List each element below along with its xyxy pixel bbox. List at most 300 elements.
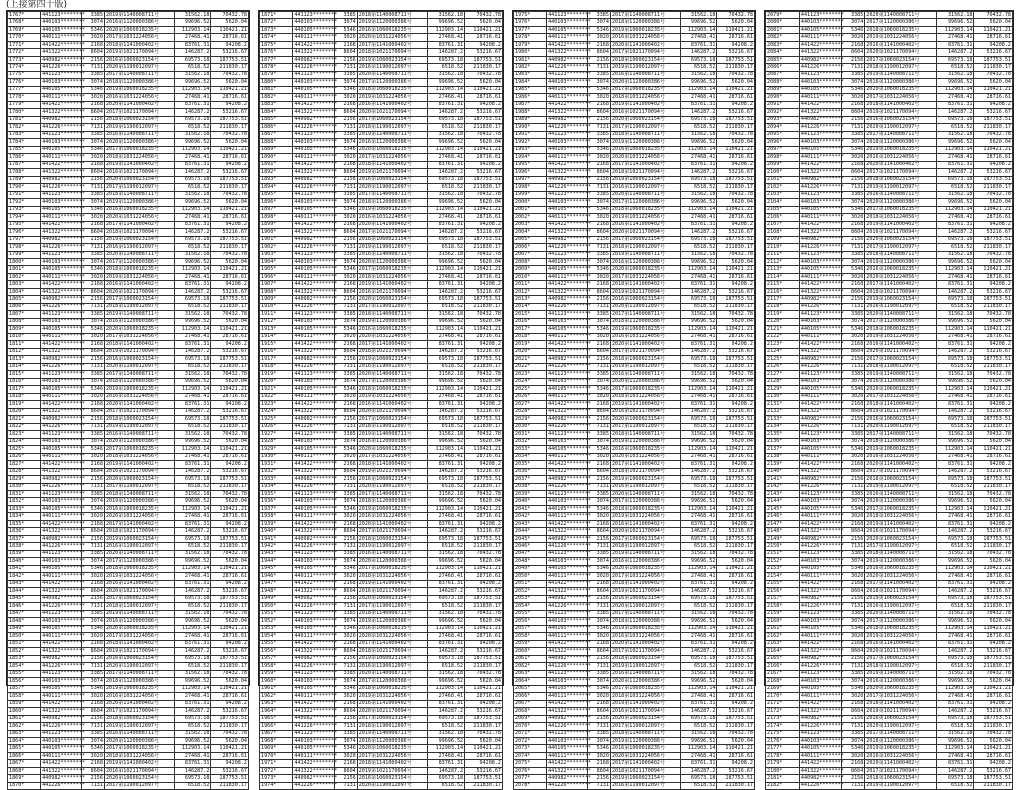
id-number: 440103********: [294, 378, 338, 385]
amount-2: 28716.61: [717, 633, 755, 640]
id-number: 441322********: [294, 49, 338, 56]
id-number: 440111********: [548, 453, 591, 460]
table-row: [514, 12, 755, 19]
certificate-number: 2017第1140008711号: [357, 191, 428, 198]
table-row: [514, 34, 755, 41]
amount-2: 5620.04: [211, 438, 249, 445]
row-id: 2040*: [514, 498, 547, 505]
amount-1: 83761.31: [428, 461, 465, 468]
id-number: 440103********: [800, 498, 844, 505]
table-row: [260, 348, 503, 355]
certificate-number: 2017第1140008711号: [610, 12, 680, 19]
row-id: 1822*: [8, 423, 41, 430]
row-id: 1927*: [260, 431, 293, 438]
row-id: 2092*: [766, 109, 800, 116]
row-id: 1823*: [8, 431, 41, 438]
certificate-number: 2016第1031224056号: [610, 333, 680, 340]
id-number: 441422********: [800, 700, 844, 707]
amount-2: 28716.61: [974, 453, 1013, 460]
row-id: 2150*: [766, 543, 800, 550]
code: 2156: [841, 116, 865, 123]
amount-2: 110421.21: [465, 505, 503, 512]
amount-2: 94208.2: [974, 520, 1013, 527]
id-number: 441123********: [42, 71, 85, 78]
table-row: [8, 535, 249, 542]
amount-2: 53216.67: [974, 528, 1013, 535]
amount-2: 28716.61: [717, 752, 755, 759]
amount-1: 27468.41: [681, 94, 717, 101]
code: 3020: [334, 752, 357, 759]
amount-2: 187753.51: [974, 116, 1013, 123]
row-id: 1894*: [260, 184, 293, 191]
id-number: 441422********: [294, 221, 338, 228]
id-number: 441422********: [294, 161, 338, 168]
row-id: 1820*: [8, 408, 41, 415]
code: 3020: [334, 573, 357, 580]
certificate-number: 2016第1140008711号: [104, 431, 174, 438]
id-number: 441123********: [548, 370, 591, 377]
row-id: 1848*: [8, 618, 41, 625]
amount-1: 69573.18: [175, 416, 211, 423]
certificate-number: 2017第1120000386号: [104, 258, 174, 265]
id-number: 440103********: [294, 498, 338, 505]
table-row: [514, 49, 755, 56]
certificate-number: 2018第1140008711号: [357, 12, 428, 19]
code: 3074: [81, 737, 104, 744]
amount-1: 69573.18: [175, 476, 211, 483]
table-row: [8, 333, 249, 340]
id-number: 441123********: [800, 610, 844, 617]
certificate-number: 2018第1060018235号: [610, 505, 680, 512]
amount-2: 94208.2: [211, 161, 249, 168]
row-id: 2008*: [514, 258, 547, 265]
id-number: 441226********: [548, 123, 591, 130]
id-number: 441322********: [42, 168, 85, 175]
row-id: 1876*: [260, 49, 293, 56]
certificate-number: 2019第1021170094号: [610, 588, 680, 595]
amount-1: 146287.2: [937, 49, 974, 56]
certificate-number: 2018第1141000402号: [610, 580, 680, 587]
row-id: 2036*: [514, 468, 547, 475]
amount-2: 70432.78: [465, 131, 503, 138]
certificate-number: 2020第1060023154号: [610, 715, 680, 722]
amount-1: 112903.14: [937, 565, 974, 572]
amount-1: 146287.2: [175, 348, 211, 355]
amount-1: 146287.2: [937, 288, 974, 295]
table-row: [514, 655, 755, 662]
id-number: 441226********: [42, 123, 85, 130]
certificate-number: 2020第1140008711号: [610, 191, 680, 198]
id-number: 441322********: [42, 647, 85, 654]
amount-2: 5620.04: [211, 678, 249, 685]
code: 3020: [334, 513, 357, 520]
code: 5346: [841, 505, 865, 512]
amount-1: 27468.41: [937, 453, 974, 460]
amount-1: 69573.18: [681, 595, 717, 602]
row-id: 1797*: [8, 236, 41, 243]
code: 7131: [334, 184, 357, 191]
code: 3074: [841, 378, 865, 385]
row-id: 2089*: [766, 86, 800, 93]
code: 3020: [587, 573, 610, 580]
id-number: 440103********: [548, 258, 591, 265]
row-id: 2004*: [514, 229, 547, 236]
amount-1: 99696.52: [681, 199, 717, 206]
table-row: [766, 685, 1013, 692]
code: 2156: [334, 775, 357, 782]
row-id: 1904*: [260, 258, 293, 265]
code: 2156: [587, 595, 610, 602]
amount-1: 31562.18: [428, 371, 465, 378]
amount-2: 211830.17: [465, 423, 503, 430]
amount-1: 112903.14: [681, 26, 717, 33]
id-number: 440111********: [548, 692, 591, 699]
row-id: 1983*: [514, 71, 547, 78]
id-number: 441226********: [548, 722, 591, 729]
table-row: [8, 528, 249, 535]
certificate-number: 2019第1060018235号: [865, 446, 937, 453]
amount-2: 28716.61: [211, 214, 249, 221]
certificate-number: 2016第1021170094号: [610, 109, 680, 116]
row-id: 1833*: [8, 505, 41, 512]
row-id: 2141*: [766, 476, 800, 483]
certificate-number: 2018第1060023154号: [357, 236, 428, 243]
code: 3020: [81, 333, 104, 340]
table-row: [260, 206, 503, 213]
code: 2156: [841, 476, 865, 483]
row-id: 2038*: [514, 483, 547, 490]
row-id: 2100*: [766, 169, 800, 176]
code: 3074: [841, 438, 865, 445]
certificate-number: 2017第1120000386号: [357, 79, 428, 86]
row-id: 2152*: [766, 558, 800, 565]
table-row: [260, 730, 503, 737]
code: 5346: [334, 505, 357, 512]
amount-1: 31562.18: [428, 491, 465, 498]
amount-2: 28716.61: [465, 693, 503, 700]
code: 2168: [841, 281, 865, 288]
amount-1: 69573.18: [937, 356, 974, 363]
amount-1: 146287.2: [175, 229, 211, 236]
id-number: 441322********: [548, 767, 591, 774]
table-row: [514, 251, 755, 258]
code: 8604: [587, 109, 610, 116]
code: 8604: [81, 767, 104, 774]
row-id: 1795*: [8, 221, 41, 228]
id-number: 440103********: [42, 737, 85, 744]
code: 8604: [334, 468, 357, 475]
row-id: 1877*: [260, 56, 293, 63]
id-number: 441322********: [294, 108, 338, 115]
amount-2: 28716.61: [974, 94, 1013, 101]
row-id: 1982*: [514, 64, 547, 71]
code: 7131: [587, 184, 610, 191]
certificate-number: 2016第1141000402号: [865, 341, 937, 348]
id-number: 441226********: [294, 782, 338, 789]
certificate-number: 2018第1060018235号: [357, 386, 428, 393]
table-row: [766, 498, 1013, 505]
table-row: [514, 273, 755, 280]
row-id: 1957*: [260, 655, 293, 662]
code: 2156: [587, 176, 610, 183]
code: 5346: [81, 685, 104, 692]
table-row: [514, 663, 755, 670]
certificate-number: 2016第1060018235号: [357, 625, 428, 632]
code: 5346: [841, 685, 865, 692]
id-number: 441123********: [42, 251, 85, 258]
table-row: [514, 56, 755, 63]
amount-1: 83761.31: [175, 580, 211, 587]
id-number: 441322********: [42, 767, 85, 774]
amount-2: 5620.04: [974, 199, 1013, 206]
code: 7131: [587, 543, 610, 550]
table-row: [8, 86, 249, 93]
id-number: 441226********: [42, 183, 85, 190]
code: 7131: [81, 423, 104, 430]
table-row: [8, 206, 249, 213]
certificate-number: 2020第1021170094号: [865, 49, 937, 56]
amount-1: 69573.18: [428, 416, 465, 423]
row-id: 2182*: [766, 782, 800, 789]
code: 2156: [81, 356, 104, 363]
amount-2: 53216.67: [717, 588, 755, 595]
amount-2: 70432.78: [211, 610, 249, 617]
id-number: 441422********: [294, 460, 338, 467]
certificate-number: 2020第1190012097号: [865, 423, 937, 430]
code: 7131: [334, 723, 357, 730]
id-number: 440111********: [800, 34, 844, 41]
amount-1: 27468.41: [428, 573, 465, 580]
table-row: [8, 244, 249, 251]
code: 3074: [587, 737, 610, 744]
id-number: 441322********: [294, 228, 338, 235]
code: 2156: [334, 535, 357, 542]
row-id: 1978*: [514, 34, 547, 41]
certificate-number: 2020第1031224056号: [610, 453, 680, 460]
certificate-number: 2020第1031224056号: [610, 752, 680, 759]
code: 2168: [587, 461, 610, 468]
code: 2168: [841, 640, 865, 647]
table-row: [514, 318, 755, 325]
code: 2168: [81, 41, 104, 48]
amount-1: 31562.18: [937, 550, 974, 557]
amount-2: 211830.17: [717, 363, 755, 370]
id-number: 441226********: [800, 303, 844, 310]
id-number: 440103********: [548, 78, 591, 85]
code: 7131: [587, 124, 610, 131]
code: 3385: [587, 371, 610, 378]
amount-1: 6518.52: [937, 723, 974, 730]
code: 5346: [587, 386, 610, 393]
row-id: 2066*: [514, 693, 547, 700]
certificate-number: 2020第1190012097号: [357, 184, 428, 191]
id-number: 441226********: [294, 662, 338, 669]
table-row: [514, 423, 755, 430]
amount-2: 211830.17: [974, 483, 1013, 490]
row-id: 1873*: [260, 26, 293, 33]
row-id: 2058*: [514, 633, 547, 640]
amount-2: 70432.78: [974, 191, 1013, 198]
amount-2: 187753.51: [717, 356, 755, 363]
id-number: 440111********: [42, 692, 85, 699]
amount-2: 187753.51: [211, 476, 249, 483]
amount-2: 211830.17: [211, 483, 249, 490]
amount-1: 27468.41: [175, 214, 211, 221]
table-row: [766, 131, 1013, 138]
amount-1: 146287.2: [681, 588, 717, 595]
amount-1: 69573.18: [428, 715, 465, 722]
certificate-number: 2020第1060023154号: [104, 775, 174, 782]
id-number: 441422********: [548, 580, 591, 587]
id-number: 441226********: [294, 722, 338, 729]
amount-1: 99696.52: [937, 79, 974, 86]
id-number: 440982********: [294, 236, 338, 243]
row-id: 2047*: [514, 550, 547, 557]
id-number: 441123********: [548, 131, 591, 138]
code: 5346: [587, 505, 610, 512]
code: 2168: [587, 760, 610, 767]
row-id: 2046*: [514, 543, 547, 550]
row-id: 1905*: [260, 266, 293, 273]
certificate-number: 2020第1060023154号: [610, 116, 680, 123]
certificate-number: 2019第1120000386号: [357, 19, 428, 26]
certificate-number: 2018第1031224056号: [865, 513, 937, 520]
id-number: 440103********: [548, 557, 591, 564]
row-id: 2082*: [766, 34, 800, 41]
certificate-number: 2020第1141000402号: [865, 461, 937, 468]
table-row: [8, 550, 249, 557]
amount-1: 69573.18: [937, 176, 974, 183]
amount-1: 112903.14: [937, 685, 974, 692]
certificate-number: 2020第1140008711号: [357, 371, 428, 378]
amount-2: 28716.61: [211, 693, 249, 700]
code: 2156: [841, 775, 865, 782]
amount-2: 28716.61: [717, 94, 755, 101]
certificate-number: 2016第1141000402号: [357, 101, 428, 108]
amount-1: 6518.52: [937, 423, 974, 430]
table-row: [514, 723, 755, 730]
amount-1: 99696.52: [175, 258, 211, 265]
amount-2: 94208.2: [465, 700, 503, 707]
id-number: 440111********: [294, 213, 338, 220]
code: 5346: [587, 625, 610, 632]
certificate-number: 2017第1141000402号: [104, 221, 174, 228]
certificate-number: 2017第1031224056号: [104, 633, 174, 640]
amount-1: 99696.52: [937, 19, 974, 26]
certificate-number: 2018第1021170094号: [357, 648, 428, 655]
certificate-number: 2019第1031224056号: [610, 214, 680, 221]
code: 5346: [334, 685, 357, 692]
amount-1: 6518.52: [428, 303, 465, 310]
certificate-number: 2017第1060023154号: [610, 535, 680, 542]
code: 7131: [841, 64, 865, 71]
row-id: 2124*: [766, 348, 800, 355]
amount-2: 94208.2: [974, 101, 1013, 108]
amount-1: 112903.14: [681, 505, 717, 512]
id-number: 441123********: [800, 370, 844, 377]
id-number: 440982********: [42, 535, 85, 542]
code: 7131: [587, 423, 610, 430]
certificate-number: 2017第1060023154号: [865, 356, 937, 363]
row-id: 2000*: [514, 199, 547, 206]
code: 2156: [334, 356, 357, 363]
amount-1: 6518.52: [681, 483, 717, 490]
amount-2: 53216.67: [974, 648, 1013, 655]
code: 7131: [334, 303, 357, 310]
certificate-number: 2017第1190012097号: [865, 244, 937, 251]
code: 2156: [841, 236, 865, 243]
amount-1: 112903.14: [428, 386, 465, 393]
amount-1: 83761.31: [681, 580, 717, 587]
certificate-number: 2018第1060023154号: [610, 356, 680, 363]
certificate-number: 2019第1141000402号: [104, 161, 174, 168]
certificate-number: 2020第1120000386号: [610, 378, 680, 385]
certificate-number: 2019第1060023154号: [357, 655, 428, 662]
code: 5346: [334, 146, 357, 153]
certificate-number: 2018第1120000386号: [610, 19, 680, 26]
code: 3020: [587, 693, 610, 700]
id-number: 441123********: [800, 131, 844, 138]
row-id: 1865*: [8, 745, 41, 752]
amount-1: 146287.2: [681, 648, 717, 655]
amount-1: 31562.18: [428, 251, 465, 258]
amount-2: 28716.61: [211, 513, 249, 520]
code: 3074: [81, 438, 104, 445]
table-row: [8, 663, 249, 670]
amount-2: 5620.04: [717, 618, 755, 625]
table-row: [260, 12, 503, 19]
certificate-number: 2016第1031224056号: [357, 214, 428, 221]
amount-1: 27468.41: [428, 214, 465, 221]
certificate-number: 2017第1141000402号: [104, 520, 174, 527]
amount-1: 112903.14: [681, 326, 717, 333]
amount-1: 83761.31: [681, 640, 717, 647]
amount-1: 69573.18: [681, 56, 717, 63]
certificate-number: 2019第1141000402号: [610, 700, 680, 707]
certificate-number: 2017第1140008711号: [610, 610, 680, 617]
id-number: 440982********: [800, 715, 844, 722]
page-header: (上接第四十版): [6, 0, 68, 10]
table-row: [8, 565, 249, 572]
row-id: 2073*: [514, 745, 547, 752]
certificate-number: 2019第1060023154号: [357, 356, 428, 363]
id-number: 441123********: [42, 131, 85, 138]
id-number: 441123********: [42, 370, 85, 377]
table-row: [260, 184, 503, 191]
table-row: [260, 700, 503, 707]
code: 2156: [81, 715, 104, 722]
amount-1: 31562.18: [175, 670, 211, 677]
id-number: 440111********: [548, 393, 591, 400]
certificate-number: 2019第1060018235号: [865, 745, 937, 752]
row-id: 1835*: [8, 520, 41, 527]
certificate-number: 2018第1190012097号: [610, 543, 680, 550]
id-number: 440111********: [42, 752, 85, 759]
certificate-number: 2020第1021170094号: [610, 229, 680, 236]
amount-2: 110421.21: [974, 266, 1013, 273]
amount-1: 69573.18: [428, 476, 465, 483]
amount-2: 70432.78: [974, 251, 1013, 258]
id-number: 440103********: [548, 19, 591, 26]
id-number: 441123********: [548, 310, 591, 317]
amount-1: 112903.14: [175, 386, 211, 393]
certificate-number: 2018第1190012097号: [104, 603, 174, 610]
table-row: [514, 101, 755, 108]
amount-1: 99696.52: [681, 558, 717, 565]
certificate-number: 2019第1021170094号: [610, 288, 680, 295]
amount-1: 146287.2: [937, 528, 974, 535]
amount-1: 99696.52: [681, 139, 717, 146]
